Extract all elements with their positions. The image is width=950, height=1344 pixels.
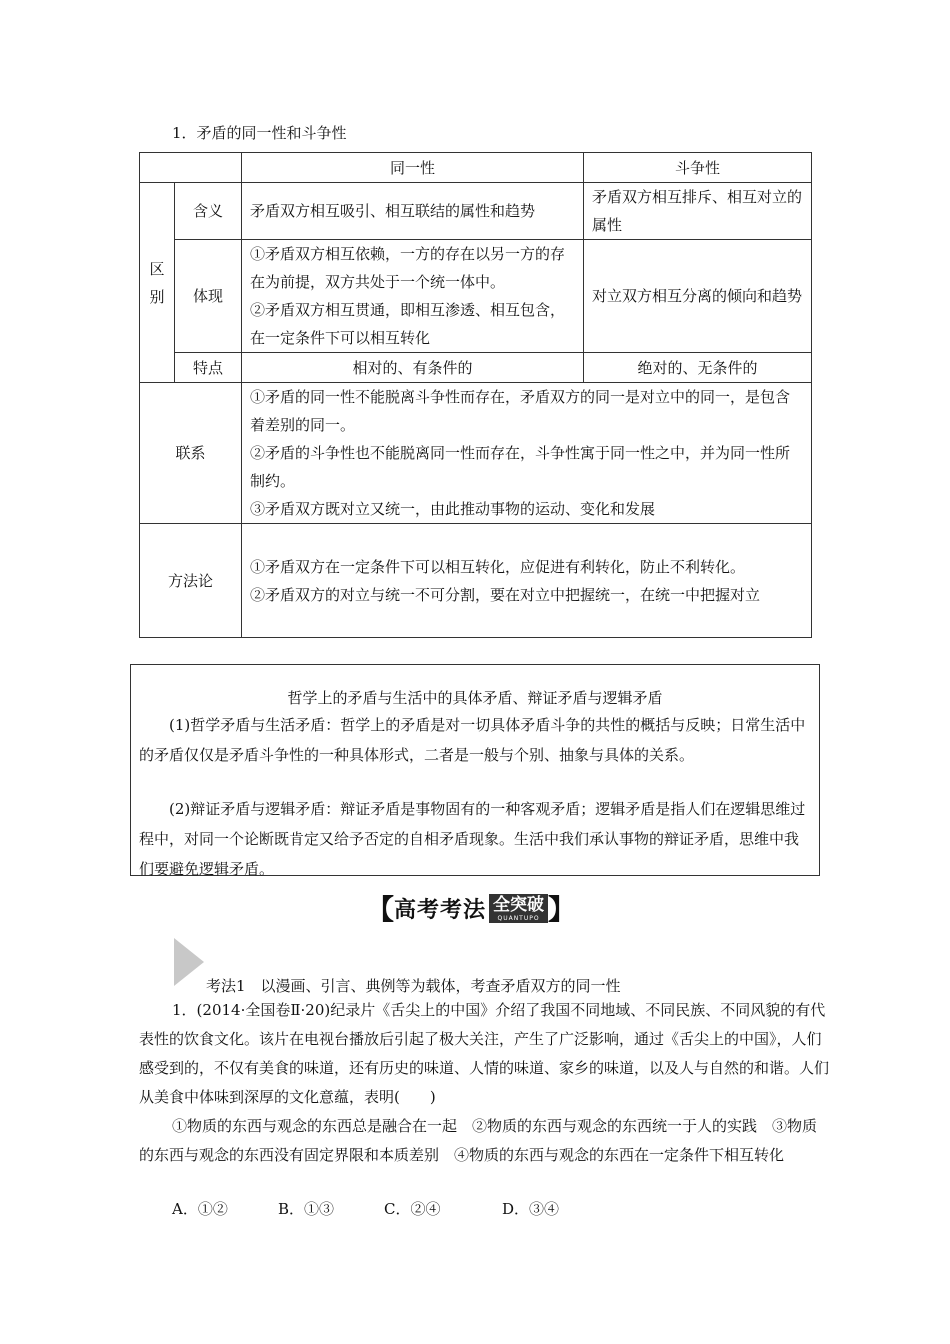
row-label-methodology: 方法论 [140, 524, 242, 638]
meaning-struggle-cell: 矛盾双方相互排斥、相互对立的属性 [584, 183, 812, 240]
row-label-manifestation: 体现 [175, 240, 242, 353]
note-paragraph-2: (2)辩证矛盾与逻辑矛盾：辩证矛盾是事物固有的一种客观矛盾；逻辑矛盾是指人们在逻辑思维过程中，对同一个论断既肯定又给予否定的自相矛盾现象。生活中我们承认事物的辩证矛盾，思维中我们要避免逻辑矛盾。 [139, 800, 806, 878]
answer-options [172, 1198, 559, 1219]
question-statements: ①物质的东西与观念的东西总是融合在一起 ②物质的东西与观念的东西统一于人的实践 ③物质的东西与观念的东西没有固定界限和本质差别 ④物质的东西与观念的东西在一定条件下相互转化 [139, 1117, 818, 1164]
option-a[interactable]: A．①② [172, 1200, 228, 1218]
meaning-identity-cell: 矛盾双方相互吸引、相互联结的属性和趋势 [242, 183, 584, 240]
question-stem: 1．(2014·全国卷Ⅱ·20)纪录片《舌尖上的中国》介绍了我国不同地域、不同民族、不同风貌的有代表性的饮食文化。该片在电视台播放后引起了极大关注，产生了广泛影响，通过《舌尖上的中国》，人们感受到的，不仅有美食的味道，还有历史的味道、人情的味道、家乡的味道，以及人与自然的和谐。人们从美食中体味到深厚的文化意蕴，表明( ) [139, 1001, 830, 1106]
contradiction-table [139, 152, 812, 638]
banner-right-bracket: 】 [548, 893, 577, 926]
feature-struggle-cell: 绝对的、无条件的 [584, 353, 812, 383]
header-identity: 同一性 [242, 153, 584, 183]
row-label-meaning: 含义 [175, 183, 242, 240]
feature-identity-cell: 相对的、有条件的 [242, 353, 584, 383]
banner-badge-sub: QUANTUPO [497, 914, 540, 922]
triangle-arrow-icon [174, 938, 204, 986]
banner-left-bracket: 【 [366, 893, 395, 926]
difference-group-label: 区 别 [140, 183, 175, 383]
manifestation-identity-cell: ①矛盾双方相互依赖，一方的存在以另一方的存在为前提，双方共处于一个统一体中。 ②矛盾双方相互贯通，即相互渗透、相互包含，在一定条件下可以相互转化 [242, 240, 584, 353]
option-c[interactable]: C．②④ [384, 1200, 441, 1218]
row-label-feature: 特点 [175, 353, 242, 383]
option-b[interactable]: B．①③ [278, 1200, 335, 1218]
table-corner-cell [140, 153, 242, 183]
note-title: 哲学上的矛盾与生活中的具体矛盾、辩证矛盾与逻辑矛盾 [287, 689, 663, 707]
manifestation-struggle-cell: 对立双方相互分离的倾向和趋势 [584, 240, 812, 353]
note-paragraph-1: (1)哲学矛盾与生活矛盾：哲学上的矛盾是对一切具体矛盾斗争的共性的概括与反映；日常生活中的矛盾仅仅是矛盾斗争性的一种具体形式，二者是一般与个别、抽象与具体的关系。 [139, 716, 806, 764]
kaofa-title: 考法1 以漫画、引言、典例等为载体，考查矛盾双方的同一性 [206, 977, 621, 995]
methodology-cell: ①矛盾双方在一定条件下可以相互转化，应促进有利转化，防止不利转化。 ②矛盾双方的对立与统一不可分割，要在对立中把握统一，在统一中把握对立 [242, 524, 812, 638]
banner-badge-text: 全突破 [493, 894, 545, 915]
section-heading: 1．矛盾的同一性和斗争性 [172, 124, 347, 142]
banner-badge [489, 894, 548, 923]
connection-cell: ①矛盾的同一性不能脱离斗争性而存在，矛盾双方的同一是对立中的同一，是包含着差别的同一。 ②矛盾的斗争性也不能脱离同一性而存在，斗争性寓于同一性之中，并为同一性所制约。 ③矛盾双方既对立又统一，由此推动事物的运动、变化和发展 [242, 383, 812, 524]
row-label-connection: 联系 [140, 383, 242, 524]
banner-title: 高考考法 [394, 897, 487, 923]
option-d[interactable]: D．③④ [502, 1200, 560, 1218]
section-banner [366, 890, 590, 926]
note-box [130, 664, 820, 876]
header-struggle: 斗争性 [584, 153, 812, 183]
